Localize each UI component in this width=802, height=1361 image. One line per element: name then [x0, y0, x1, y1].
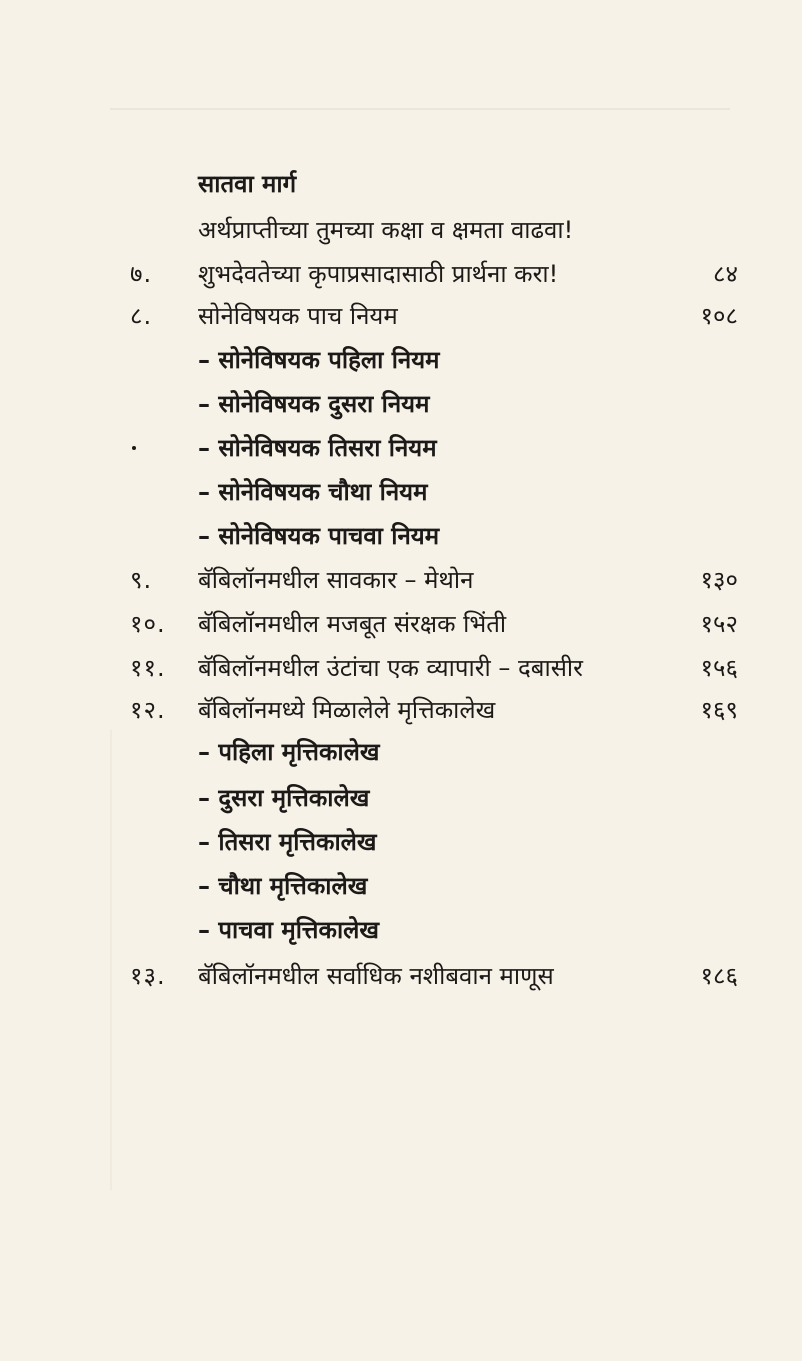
section-subheading: अर्थप्राप्तीच्या तुमच्या कक्षा व क्षमता वाढवा! — [198, 216, 574, 244]
subentry-title: – सोनेविषयक तिसरा नियम — [198, 434, 437, 462]
page-number: ८४ — [713, 260, 738, 288]
chapter-title: शुभदेवतेच्या कृपाप्रसादासाठी प्रार्थना करा! — [198, 260, 559, 288]
subentry-title: – सोनेविषयक पहिला नियम — [198, 346, 440, 374]
page-number: १६९ — [700, 696, 738, 724]
section-heading-line — [0, 164, 802, 204]
chapter-number: १०. — [130, 610, 166, 638]
toc-entry — [0, 296, 802, 336]
subentry-title: – पहिला मृत्तिकालेख — [198, 738, 380, 766]
chapter-title: बॅबिलॉनमधील उंटांचा एक व्यापारी – दबासीर — [198, 654, 583, 682]
toc-subentry — [0, 428, 802, 468]
chapter-title: बॅबिलॉनमधील मजबूत संरक्षक भिंती — [198, 610, 507, 638]
bleed-through-rule — [110, 108, 730, 110]
toc-entry — [0, 690, 802, 730]
toc-subentry — [0, 822, 802, 862]
toc-entry — [0, 560, 802, 600]
subentry-title: – सोनेविषयक दुसरा नियम — [198, 390, 430, 418]
section-subheading-line — [0, 210, 802, 250]
subentry-title: – पाचवा मृत्तिकालेख — [198, 916, 380, 944]
chapter-number: ७. — [130, 260, 153, 288]
chapter-number: १३. — [130, 962, 166, 990]
page-number: १५६ — [700, 654, 738, 682]
chapter-number: १२. — [130, 696, 166, 724]
toc-entry — [0, 604, 802, 644]
page-number: १०८ — [700, 302, 738, 330]
toc-subentry — [0, 910, 802, 950]
subentry-title: – दुसरा मृत्तिकालेख — [198, 784, 370, 812]
toc-subentry — [0, 516, 802, 556]
toc-entry — [0, 648, 802, 688]
chapter-title: बॅबिलॉनमधील सर्वाधिक नशीबवान माणूस — [198, 962, 554, 990]
page-number: १८६ — [700, 962, 738, 990]
toc-subentry — [0, 866, 802, 906]
subentry-title: – सोनेविषयक चौथा नियम — [198, 478, 428, 506]
page-number: १३० — [700, 566, 738, 594]
toc-entry — [0, 956, 802, 996]
toc-entry — [0, 254, 802, 294]
toc-subentry — [0, 778, 802, 818]
toc-subentry — [0, 384, 802, 424]
section-heading: सातवा मार्ग — [198, 170, 297, 198]
subentry-title: – तिसरा मृत्तिकालेख — [198, 828, 377, 856]
subentry-title: – चौथा मृत्तिकालेख — [198, 872, 368, 900]
toc-subentry — [0, 472, 802, 512]
chapter-title: बॅबिलॉनमध्ये मिळालेले मृत्तिकालेख — [198, 696, 496, 724]
chapter-number: ८. — [130, 302, 153, 330]
chapter-number: ११. — [130, 654, 166, 682]
chapter-title: बॅबिलॉनमधील सावकार – मेथोन — [198, 566, 474, 594]
toc-subentry — [0, 340, 802, 380]
subentry-title: – सोनेविषयक पाचवा नियम — [198, 522, 440, 550]
chapter-number: ९. — [130, 566, 153, 594]
stray-dot — [132, 446, 136, 450]
toc-subentry — [0, 732, 802, 772]
page-number: १५२ — [700, 610, 738, 638]
chapter-title: सोनेविषयक पाच नियम — [198, 302, 398, 330]
